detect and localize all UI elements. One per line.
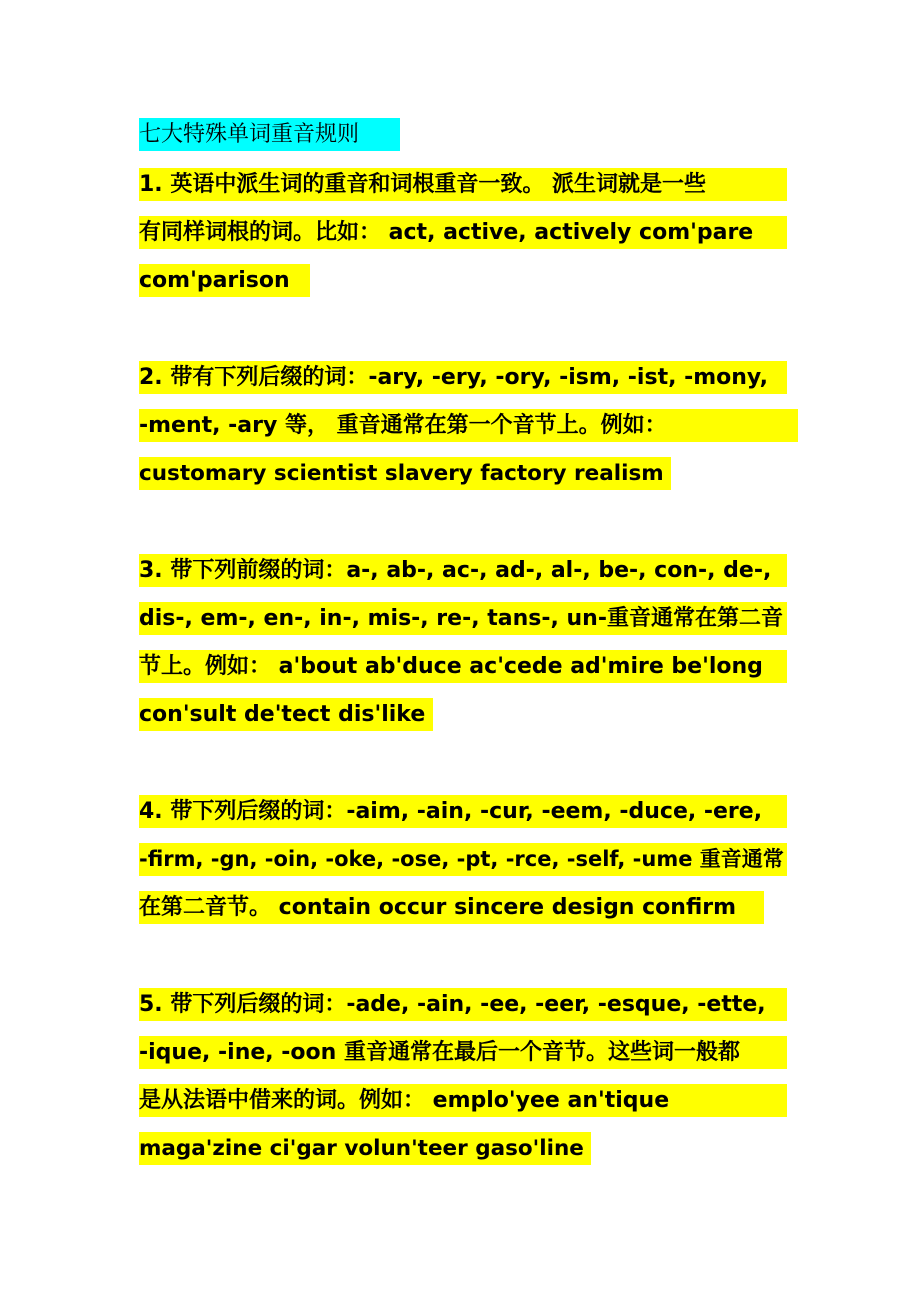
rule-1-line-3: com'parison <box>139 264 310 297</box>
rule-1-line-2: 有同样词根的词。比如： act, active, actively com'pare <box>139 216 787 249</box>
rule-5-line-3: 是从法语中借来的词。例如： emplo'yee an'tique <box>139 1084 787 1117</box>
rule-3-line-3: 节上。例如： a'bout ab'duce ac'cede ad'mire be'long <box>139 650 787 683</box>
rule-5-line-4: maga'zine ci'gar volun'teer gaso'line <box>139 1132 591 1165</box>
rule-1-line-1: 1. 英语中派生词的重音和词根重音一致。 派生词就是一些 <box>139 168 787 201</box>
rule-2-line-3: customary scientist slavery factory realism <box>139 457 671 490</box>
rule-5-line-1: 5. 带下列后缀的词：-ade, -ain, -ee, -eer, -esque, -ette, <box>139 988 787 1021</box>
rule-2-line-2: -ment, -ary 等， 重音通常在第一个音节上。例如： <box>139 409 798 442</box>
rule-4-line-2: -firm, -gn, -oin, -oke, -ose, -pt, -rce, -self, -ume 重音通常 <box>139 843 787 876</box>
document-title: 七大特殊单词重音规则 <box>139 118 400 151</box>
rule-3-line-4: con'sult de'tect dis'like <box>139 698 433 731</box>
rule-3-line-2: dis-, em-, en-, in-, mis-, re-, tans-, un-重音通常在第二音 <box>139 602 787 635</box>
rule-5-line-2: -ique, -ine, -oon 重音通常在最后一个音节。这些词一般都 <box>139 1036 787 1069</box>
rule-3-line-1: 3. 带下列前缀的词：a-, ab-, ac-, ad-, al-, be-, con-, de-, <box>139 554 787 587</box>
rule-4-line-1: 4. 带下列后缀的词：-aim, -ain, -cur, -eem, -duce, -ere, <box>139 795 787 828</box>
rule-2-line-1: 2. 带有下列后缀的词：-ary, -ery, -ory, -ism, -ist, -mony, <box>139 361 787 394</box>
rule-4-line-3: 在第二音节。 contain occur sincere design confirm <box>139 891 764 924</box>
